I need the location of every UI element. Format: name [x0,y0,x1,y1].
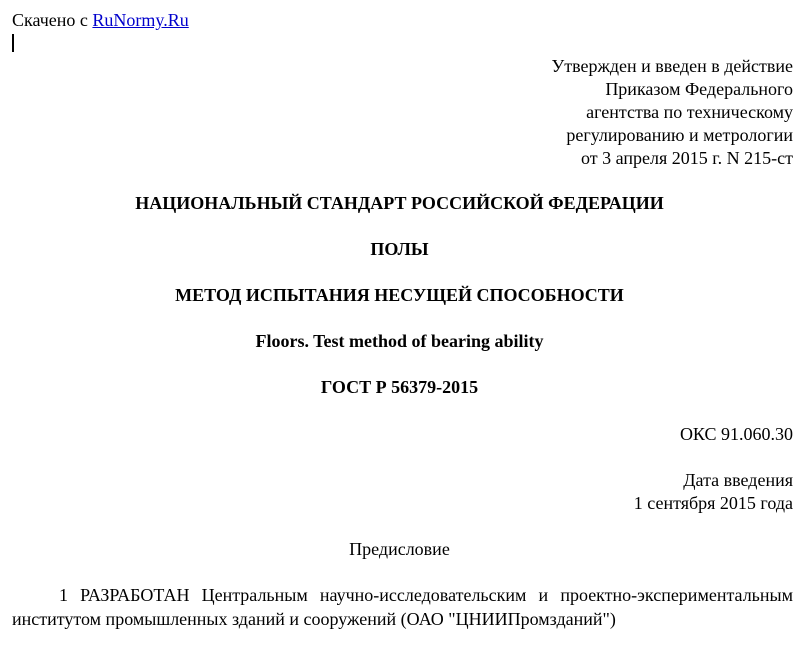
oks-code: ОКС 91.060.30 [679,424,793,444]
intro-date-label: Дата введения [683,470,793,490]
foreword-heading: Предисловие [349,539,450,559]
standard-title: НАЦИОНАЛЬНЫЙ СТАНДАРТ РОССИЙСКОЙ ФЕДЕРАЦИИ [135,193,664,213]
source-line [12,9,189,31]
gost-number: ГОСТ Р 56379-2015 [320,377,479,397]
source-link[interactable]: RuNormy.Ru [92,10,189,30]
intro-date-block [634,469,793,515]
approval-line: от 3 апреля 2015 г. N 215-ст [581,148,793,168]
source-prefix: Скачено с [12,10,93,30]
foreword-paragraph: 1 РАЗРАБОТАН Центральным научно-исследовательским и проектно-экспериментальным институтом промышленных зданий и сооружений (ОАО "ЦНИИПромзданий") [12,585,793,629]
subject-title: ПОЛЫ [370,239,429,259]
intro-date-value: 1 сентября 2015 года [633,493,793,513]
method-title: МЕТОД ИСПЫТАНИЯ НЕСУЩЕЙ СПОСОБНОСТИ [175,285,624,305]
approval-line: Приказом Федерального [605,79,793,99]
approval-line: регулированию и метрологии [566,125,793,145]
text-cursor [12,34,14,52]
approval-block [551,55,793,170]
approval-line: агентства по техническому [586,102,793,122]
english-title: Floors. Test method of bearing ability [255,331,544,351]
approval-line: Утвержден и введен в действие [551,56,793,76]
